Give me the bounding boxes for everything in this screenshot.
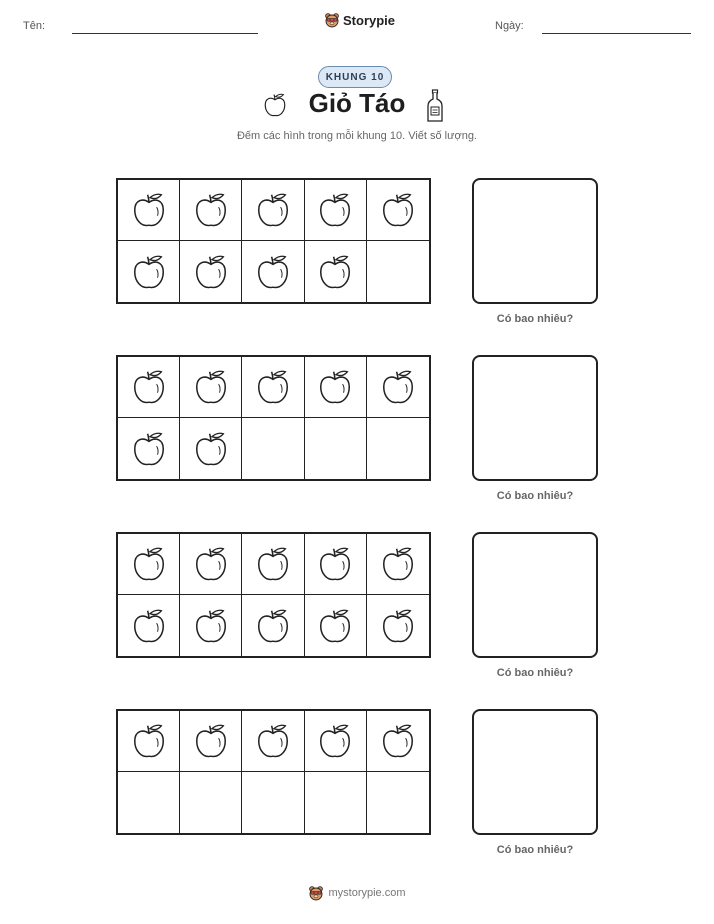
ten-frame-1 bbox=[116, 178, 431, 304]
frame-cell bbox=[242, 595, 304, 656]
frame-cell bbox=[367, 711, 429, 772]
bear-mascot-icon bbox=[308, 885, 324, 901]
answer-box-4[interactable] bbox=[472, 709, 598, 835]
ten-frame-3 bbox=[116, 532, 431, 658]
apple-icon bbox=[130, 367, 168, 407]
brand-name: Storypie bbox=[343, 12, 396, 28]
apple-icon bbox=[316, 721, 354, 761]
frame-cell bbox=[242, 534, 304, 595]
frame-cell bbox=[242, 241, 304, 302]
frame-cell bbox=[305, 595, 367, 656]
apple-icon bbox=[254, 721, 292, 761]
frame-cell bbox=[180, 418, 242, 479]
frame-cell bbox=[118, 357, 180, 418]
frame-cell bbox=[367, 357, 429, 418]
apple-icon bbox=[316, 190, 354, 230]
apple-icon bbox=[192, 606, 230, 646]
apple-icon bbox=[254, 544, 292, 584]
question-label-2: Có bao nhiêu? bbox=[496, 490, 574, 502]
apple-icon bbox=[192, 367, 230, 407]
frame-cell bbox=[180, 357, 242, 418]
apple-icon bbox=[192, 252, 230, 292]
frame-cell bbox=[118, 772, 180, 833]
question-label-4: Có bao nhiêu? bbox=[496, 844, 574, 856]
name-line[interactable] bbox=[72, 33, 258, 34]
question-label-1: Có bao nhiêu? bbox=[496, 313, 574, 325]
frame-cell bbox=[118, 418, 180, 479]
footer-url: mystorypie.com bbox=[328, 887, 406, 899]
answer-box-1[interactable] bbox=[472, 178, 598, 304]
frame-cell bbox=[242, 772, 304, 833]
frame-cell bbox=[118, 180, 180, 241]
apple-icon bbox=[192, 721, 230, 761]
apple-icon bbox=[316, 252, 354, 292]
frame-cell bbox=[180, 595, 242, 656]
name-label: Tên: bbox=[23, 20, 46, 32]
frame-cell bbox=[305, 534, 367, 595]
frame-cell bbox=[305, 357, 367, 418]
page-title: Giỏ Táo bbox=[308, 88, 406, 118]
frame-cell bbox=[367, 534, 429, 595]
apple-icon bbox=[192, 544, 230, 584]
apple-icon bbox=[254, 606, 292, 646]
apple-icon bbox=[130, 721, 168, 761]
apple-icon bbox=[130, 190, 168, 230]
frame-cell bbox=[305, 418, 367, 479]
apple-icon bbox=[379, 606, 417, 646]
frame-cell bbox=[367, 241, 429, 302]
answer-box-2[interactable] bbox=[472, 355, 598, 481]
date-line[interactable] bbox=[542, 33, 691, 34]
ten-frame-4 bbox=[116, 709, 431, 835]
date-label: Ngày: bbox=[495, 20, 524, 32]
frame-cell bbox=[367, 772, 429, 833]
apple-icon bbox=[379, 544, 417, 584]
apple-icon bbox=[316, 367, 354, 407]
frame-badge: KHUNG 10 bbox=[318, 66, 392, 88]
apple-icon bbox=[379, 367, 417, 407]
apple-icon bbox=[254, 190, 292, 230]
frame-cell bbox=[118, 534, 180, 595]
footer bbox=[0, 885, 714, 901]
frame-cell bbox=[367, 180, 429, 241]
apple-icon bbox=[379, 190, 417, 230]
frame-cell bbox=[305, 772, 367, 833]
answer-box-3[interactable] bbox=[472, 532, 598, 658]
bear-mascot-icon bbox=[324, 12, 340, 28]
apple-icon bbox=[316, 544, 354, 584]
frame-cell bbox=[367, 595, 429, 656]
brand-logo bbox=[324, 12, 395, 28]
frame-cell bbox=[180, 180, 242, 241]
instructions: Đếm các hình trong mỗi khung 10. Viết số lượng. bbox=[236, 130, 477, 142]
apple-icon bbox=[130, 606, 168, 646]
ten-frame-2 bbox=[116, 355, 431, 481]
frame-cell bbox=[305, 241, 367, 302]
apple-icon bbox=[130, 544, 168, 584]
frame-cell bbox=[242, 418, 304, 479]
frame-cell bbox=[305, 711, 367, 772]
apple-icon bbox=[316, 606, 354, 646]
frame-cell bbox=[242, 357, 304, 418]
frame-cell bbox=[180, 534, 242, 595]
frame-cell bbox=[118, 241, 180, 302]
apple-icon bbox=[192, 429, 230, 469]
frame-cell bbox=[367, 418, 429, 479]
frame-cell bbox=[242, 180, 304, 241]
question-label-3: Có bao nhiêu? bbox=[496, 667, 574, 679]
apple-icon bbox=[254, 252, 292, 292]
bottle-icon bbox=[426, 89, 444, 123]
apple-icon bbox=[130, 429, 168, 469]
apple-icon bbox=[254, 367, 292, 407]
frame-cell bbox=[180, 711, 242, 772]
frame-cell bbox=[180, 772, 242, 833]
frame-cell bbox=[118, 595, 180, 656]
frame-cell bbox=[180, 241, 242, 302]
apple-icon bbox=[192, 190, 230, 230]
frame-cell bbox=[305, 180, 367, 241]
apple-icon bbox=[130, 252, 168, 292]
frame-cell bbox=[242, 711, 304, 772]
frame-cell bbox=[118, 711, 180, 772]
apple-icon bbox=[379, 721, 417, 761]
